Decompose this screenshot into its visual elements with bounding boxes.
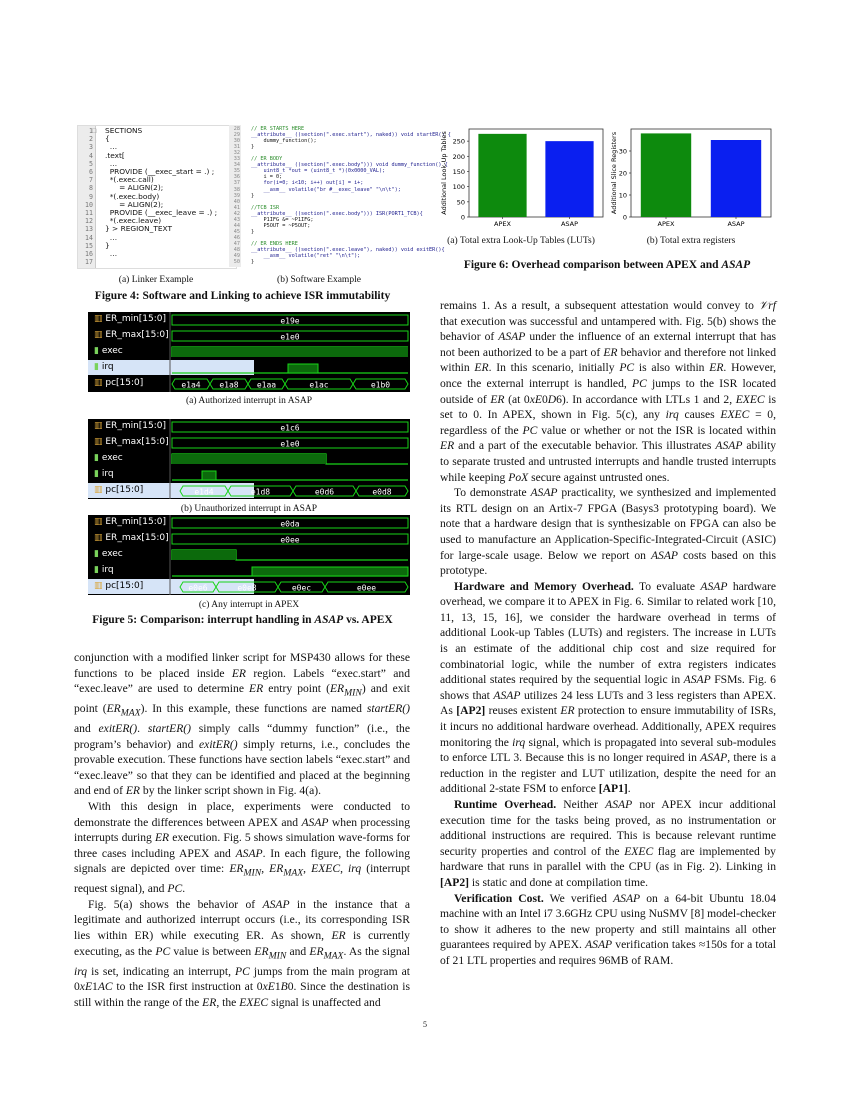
pc-value: e0e6 — [188, 583, 208, 593]
lut-overhead-chart — [437, 125, 607, 233]
line-number: 15 — [85, 241, 93, 250]
code-line: .text[ — [105, 150, 125, 160]
line-number: 34 — [233, 162, 240, 169]
code-line: __attribute__ ((section(".exec.leave"), naked)) void exitER(){ — [251, 247, 445, 253]
code-line: for(i=0; i<10; i++) out[i] = i+; — [251, 180, 364, 187]
x-tick-label: APEX — [494, 220, 511, 228]
signal-name: irq — [101, 469, 114, 479]
line-number: 2 — [89, 135, 93, 144]
fig6-caption: Figure 6: Overhead comparison between APEX and ASAP — [463, 259, 751, 271]
code-line: } — [251, 259, 255, 266]
code-line: __attribute__ ((section(".exec.start"), naked)) void startER() { — [251, 132, 451, 139]
signal-name: exec — [101, 549, 123, 559]
code-line: __attribute__ ((section(".exec.body"))) void dummy_function() { — [251, 162, 448, 169]
code-line: … — [105, 249, 118, 258]
code-line: } — [251, 144, 255, 151]
bus-value: e1c6 — [280, 423, 300, 433]
fig5-caption: Figure 5: Comparison: interrupt handling in ASAP vs. APEX — [92, 614, 393, 626]
code-line: // ER BODY — [251, 156, 283, 163]
y-tick-label: 150 — [452, 167, 465, 176]
line-number: 28 — [233, 126, 240, 132]
signal-icon: ▮ — [94, 453, 102, 463]
fig4-caption: Figure 4: Software and Linking to achieve ISR immutability — [94, 290, 391, 302]
line-number: 42 — [233, 210, 240, 217]
line-number: 1 — [89, 127, 93, 135]
signal-icon: ▥ — [94, 314, 106, 324]
bus-value: e19e — [280, 316, 300, 326]
code-line: i = 0; — [251, 174, 283, 181]
code-line: } — [251, 192, 255, 199]
bar-apex — [641, 133, 691, 217]
signal-name: exec — [101, 346, 123, 356]
line-number: 33 — [233, 156, 240, 163]
expand-marker: □ — [92, 127, 97, 135]
line-number: 45 — [233, 228, 240, 235]
code-line: … — [105, 158, 118, 168]
y-axis-label: Additional Slice Registers — [610, 131, 618, 215]
irq-pulse — [252, 567, 408, 576]
line-number: 39 — [233, 192, 240, 199]
waveform-unauthorized-asap — [88, 419, 410, 499]
line-number: 40 — [233, 198, 240, 205]
line-number: 7 — [89, 176, 93, 185]
y-tick-label: 10 — [618, 191, 627, 200]
code-line: *(.exec.body) — [105, 191, 160, 201]
code-line: *(.exec.call) — [105, 175, 154, 185]
signal-icon: ▮ — [94, 362, 102, 372]
irq-pulse — [202, 471, 216, 480]
register-overhead-chart — [607, 125, 775, 233]
line-number: 47 — [233, 240, 240, 247]
linker-code-listing — [77, 125, 237, 269]
pc-value: e1d8 — [250, 487, 271, 497]
left-column-text: conjunction with a modified linker script for MSP430 allows for these functions to be placed inside ER region. Labels “exec.start” and “exec.leave” are used to determine ER entry point $(ER_{MIN})$ and exit point $(ER_{MAX})$. In this example, these functions are named startER() and exitER(). startER() simply calls “dummy function” (i.e., the program’s behavior) and exitER() simply returns, i.e., concludes the provable execution. These functions have section labels “exec.start” and “exec.leave” so that they can be identified and placed at the beginning and end of ER by the linker script shown in Fig. 4(a). With this design in place, experiments were conducted to demonstrate the differences between APEX and ASAP when processing interrupts during ER execution. Fig. 5 shows simulation wave-forms for three cases including APEX and ASAP. In each figure, the following signals are depicted over time: $ER_{MIN}$, $ER_{MAX}$, EXEC, irq (interrupt request signal), and PC. Fig. 5(a) shows the behavior of ASAP in the instance that a legitimate and authorized interrupt occurs (i.e., its corresponding ISR lies within ER) while executing ER. As shown, ER is currently executing, as the PC value is between $ER_{MIN}$ and $ER_{MAX}$. As the signal irq is set, indicating an interrupt, PC jumps from the main program at 0xE1AC to the ISR first instruction at 0xE1B0. Since the destination is still within the range of the ER, the EXEC signal is unaffected and — [74, 651, 411, 1009]
signal-icon: ▮ — [94, 549, 102, 559]
code-line: } — [251, 228, 255, 235]
line-number: 30 — [233, 138, 240, 145]
signal-icon: ▥ — [94, 533, 106, 543]
line-number: 10 — [85, 200, 93, 209]
signal-name: pc[15:0] — [105, 378, 144, 388]
y-tick-label: 200 — [452, 152, 465, 161]
signal-icon: ▮ — [94, 469, 102, 479]
y-tick-label: 100 — [452, 183, 465, 192]
y-tick-label: 250 — [452, 137, 465, 146]
code-line: dummy_function(); — [251, 138, 317, 145]
fig4a-caption: (a) Linker Example — [118, 275, 194, 285]
line-number: 48 — [233, 247, 240, 253]
signal-icon: ▥ — [94, 517, 106, 527]
code-line: = ALIGN(2); — [105, 183, 164, 193]
waveform-traces — [88, 419, 410, 499]
signal-icon: ▥ — [94, 581, 106, 591]
signal-name: ER_max[15:0] — [105, 437, 169, 447]
bar-apex — [478, 134, 526, 217]
line-number: 14 — [85, 233, 93, 242]
code-line: __asm__ volatile("ret" "\n\t"); — [251, 253, 361, 260]
fig6b-caption: (b) Total extra registers — [646, 236, 736, 246]
signal-name: pc[15:0] — [105, 485, 144, 495]
code-line: PROVIDE (__exec_start = .) ; — [105, 167, 215, 176]
line-number: 32 — [233, 150, 240, 157]
waveform-authorized-asap — [88, 312, 410, 392]
signal-name: ER_max[15:0] — [105, 533, 169, 543]
line-number: 5 — [89, 159, 93, 168]
line-number: 3 — [89, 143, 93, 152]
code-line: P1IFG &= ~P1IFG; — [251, 216, 314, 223]
pc-value: e0ee — [356, 583, 377, 593]
pc-value: e1ac — [309, 380, 329, 390]
code-line: __asm__ volatile("br #__exec_leave" "\n\t"); — [251, 186, 401, 193]
line-number: 17 — [85, 258, 93, 267]
line-number: 6 — [89, 168, 93, 176]
line-number: 31 — [233, 144, 240, 151]
signal-icon: ▮ — [94, 346, 102, 356]
bus-value: e0ee — [280, 535, 300, 545]
bar-asap — [545, 141, 593, 217]
page-number: 5 — [423, 1020, 427, 1029]
line-number: 38 — [233, 186, 240, 193]
exec-high-fill — [172, 347, 408, 357]
y-tick-label: 0 — [622, 213, 627, 222]
x-tick-label: ASAP — [727, 220, 745, 228]
code-line: uint8_t *out = (uint8_t *)(0x0000_VAL); — [251, 168, 386, 175]
signal-name: exec — [101, 453, 123, 463]
signal-name: ER_min[15:0] — [105, 517, 167, 527]
line-number: 37 — [233, 180, 240, 187]
line-number: 11 — [85, 209, 93, 217]
signal-icon: ▥ — [94, 378, 106, 388]
fig5b-caption: (b) Unauthorized interrupt in ASAP — [180, 504, 318, 514]
pc-value: e0ec — [291, 583, 312, 593]
code-line: } > REGION_TEXT — [105, 224, 172, 234]
pc-value: e0d6 — [314, 487, 335, 497]
y-tick-label: 50 — [456, 198, 465, 207]
line-number: 8 — [89, 184, 93, 193]
signal-icon: ▥ — [94, 421, 106, 431]
pc-value: e1d4 — [194, 487, 214, 497]
bus-value: e1e0 — [280, 439, 300, 449]
pc-value: e1b0 — [370, 380, 391, 390]
y-tick-label: 0 — [460, 213, 465, 222]
line-number: 9 — [89, 192, 93, 201]
code-line: { — [105, 134, 110, 144]
code-line: P5OUT = ~P5OUT; — [251, 222, 311, 229]
fig5a-caption: (a) Authorized interrupt in ASAP — [185, 396, 313, 406]
signal-name: pc[15:0] — [105, 581, 144, 591]
signal-name: ER_min[15:0] — [105, 314, 167, 324]
signal-icon: ▥ — [94, 485, 106, 495]
x-tick-label: APEX — [657, 220, 675, 228]
x-tick-label: ASAP — [560, 220, 579, 228]
line-number: 12 — [85, 217, 93, 226]
code-line: PROVIDE (__exec_leave = .) ; — [105, 208, 218, 217]
code-line: *(.exec.leave) — [105, 216, 162, 226]
bus-value: e0da — [280, 519, 300, 529]
y-tick-label: 20 — [618, 169, 627, 178]
signal-icon: ▮ — [94, 565, 102, 575]
line-number: 41 — [233, 204, 240, 211]
line-number: 50 — [233, 259, 240, 266]
code-line: // ER STARTS HERE — [251, 126, 305, 132]
line-number: 4 — [89, 151, 93, 160]
right-column-text: remains 1. As a result, a subsequent attestation would convey to 𝒱rf that execution was successful and untampered with. Fig. 5(b) shows the behavior of ASAP under the influence of an external interrupt that has not been authorized to be a part of ER behavior and therefore not linked within ER. In this scenario, initially PC is also within ER. However, once the external interrupt is handled, PC jumps to the ISR located outside of ER (at 0xE0D6). In accordance with LTLs 1 and 2, EXEC is set to 0. In APEX, shown in Fig. 5(c), any irq causes EXEC = 0, regardless of the PC value or whether or not the ISR is located within ER and a part of the executable behavior. This illustrates ASAP ability to separate trusted and untrusted interrupts and handle trusted interrupts while keeping PoX secure against untrusted ones. To demonstrate ASAP practicality, we synthesized and implemented its RTL design on an Artix-7 FPGA (Basys3 prototyping board). We note that a hardware design that is synthesizable on FPGA can also be used to manufacture an Application-Specific-Integrated-Circuit (ASIC) for large-scale usage. Below we report on ASAP costs based on this prototype. Hardware and Memory Overhead. To evaluate ASAP hardware overhead, we compare it to APEX in Fig. 6. Similar to related work [10, 11, 13, 15, 16], we consider the hardware overhead in terms of additional Look-up Tables (LUTs) and registers. The increase in LUTs is an estimate of the additional chip cost and size required for combinatorial logic, while the number of extra registers indicates additional states required by the sequential logic in ASAP FSMs. Fig. 6 shows that ASAP utilizes 24 less LUTs and 3 less registers than APEX. As [AP2] reuses existent ER protection to ensure immutability of ISRs, it incurs no additional hardware overhead. Additionally, APEX requires monitoring the irq signal, which is propagated into several sub-modules to enforce LTL 3. Because this is no longer required in ASAP, there is a reduction in the register and LUT utilization, despite the need for an additional 2-state FSM to enforce [AP1]. Runtime Overhead. Neither ASAP nor APEX incur additional execution time for the tasks being proved, as no instrumentation or additional instructions are required. This is because relevant runtime security properties and control of the EXEC flag are implemented by hardware that runs in parallel with the CPU (as in Fig. 2). Linking in [AP2] is static and done at compilation time. Verification Cost. We verified ASAP on a 64-bit Ubuntu 18.04 machine with an Intel i7 3.6GHz CPU using NuSMV [8] model-checker to show it adheres to the new property and still maintains all other guarantees required by APEX. ASAP verification takes ≈150s for a total of 21 LTL properties and requires 96MB of RAM. — [440, 299, 777, 967]
line-number: 36 — [233, 174, 240, 181]
signal-name: ER_max[15:0] — [105, 330, 169, 340]
line-number: 46 — [233, 234, 240, 241]
y-tick-label: 30 — [618, 147, 627, 156]
bus-value: e1e0 — [280, 332, 300, 342]
signal-icon: ▥ — [94, 330, 106, 340]
pc-value: e0d8 — [372, 487, 392, 497]
line-number: 44 — [233, 222, 240, 229]
signal-name: irq — [101, 565, 114, 575]
pc-value: e1aa — [256, 380, 277, 390]
code-line: … — [105, 142, 118, 152]
signal-name: ER_min[15:0] — [105, 421, 167, 431]
waveform-any-interrupt-apex — [88, 515, 410, 595]
exec-high-fill — [172, 454, 326, 464]
waveform-traces — [88, 515, 410, 595]
signal-icon: ▥ — [94, 437, 106, 447]
code-line: = ALIGN(2); — [105, 199, 164, 209]
fig4b-caption: (b) Software Example — [277, 275, 361, 285]
waveform-traces — [88, 312, 410, 392]
code-line: //TCB ISR — [251, 204, 280, 211]
line-number: 13 — [85, 225, 93, 234]
pc-value: e1a4 — [181, 380, 201, 390]
signal-name: irq — [101, 362, 114, 372]
line-number: 43 — [233, 216, 240, 223]
exec-high-fill — [172, 550, 236, 560]
code-line: } — [105, 240, 110, 250]
y-axis-label: Additional Look-Up Tables — [440, 131, 448, 215]
pc-value: e0e8 — [237, 583, 257, 593]
line-number: 49 — [233, 253, 240, 260]
fig5c-caption: (c) Any interrupt in APEX — [198, 600, 300, 610]
fig6a-caption: (a) Total extra Look-Up Tables (LUTs) — [447, 236, 595, 246]
code-line: // ER ENDS HERE — [251, 240, 298, 247]
code-line: __attribute__ ((section(".exec.body"))) ISR(PORT1_TCB){ — [251, 210, 423, 217]
pc-value: e1a8 — [219, 380, 239, 390]
bar-asap — [711, 140, 761, 217]
line-number: 16 — [85, 250, 93, 258]
line-number: 35 — [233, 168, 240, 175]
code-line: … — [105, 232, 118, 242]
line-number: 29 — [233, 132, 240, 139]
irq-pulse — [288, 364, 318, 373]
code-line: SECTIONS — [105, 126, 143, 135]
